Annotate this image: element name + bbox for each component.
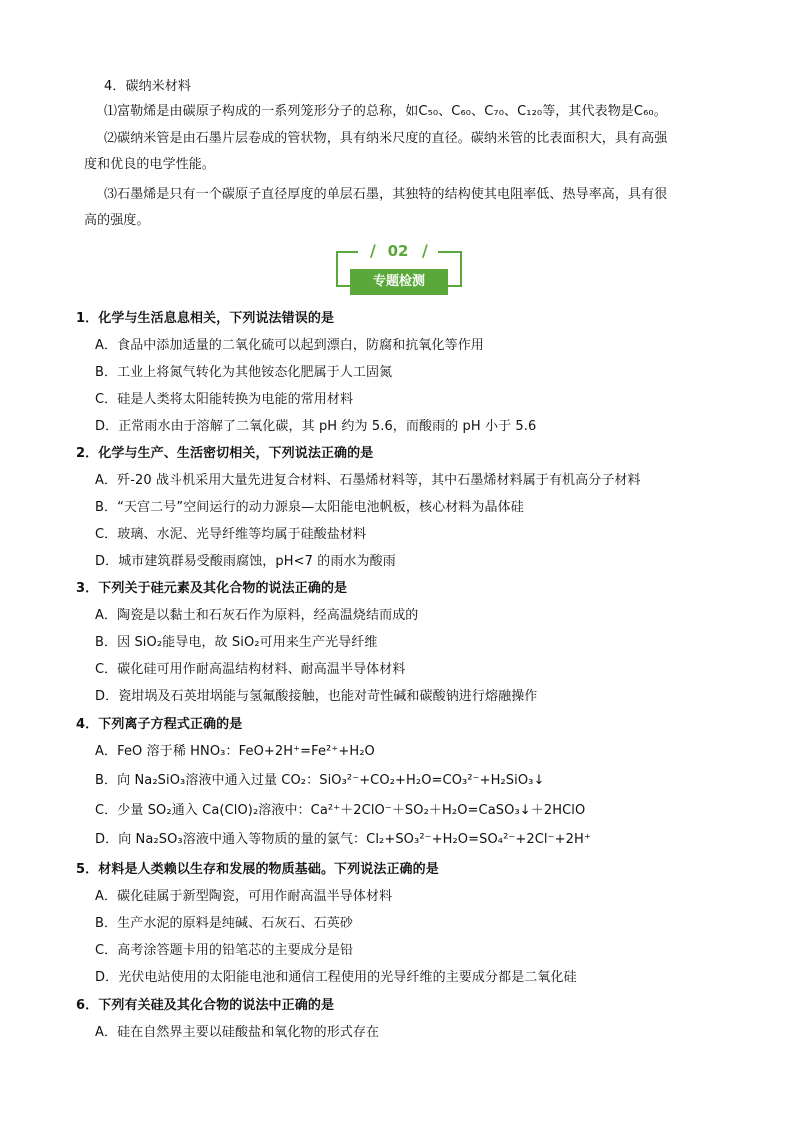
- paragraph-nanotube-line1: ⑵碳纳米管是由石墨片层卷成的管状物，具有纳米尺度的直径。碳纳米管的比表面积大，具有高强: [104, 131, 668, 146]
- banner-number: 02: [387, 242, 409, 260]
- banner-label: 专题检测: [350, 269, 448, 295]
- question-stem: 3．下列关于硅元素及其化合物的说法正确的是: [76, 581, 348, 596]
- question-stem: 1．化学与生活息息相关，下列说法错误的是: [76, 311, 335, 326]
- question-option: D．城市建筑群易受酸雨腐蚀，pH<7 的雨水为酸雨: [95, 554, 396, 569]
- paragraph-graphene-line2: 高的强度。: [84, 213, 150, 228]
- question-option: C．硅是人类将太阳能转换为电能的常用材料: [95, 392, 354, 407]
- paragraph-graphene-line1: ⑶石墨烯是只有一个碳原子直径厚度的单层石墨，其独特的结构使其电阻率低、热导率高，具有很: [104, 187, 668, 202]
- question-stem: 6．下列有关硅及其化合物的说法中正确的是: [76, 998, 335, 1013]
- question-stem: 5．材料是人类赖以生存和发展的物质基础。下列说法正确的是: [76, 862, 439, 877]
- question-option: B．向 Na₂SiO₃溶液中通入过量 CO₂：SiO₃²⁻+CO₂+H₂O=CO₃²⁻+H₂SiO₃↓: [95, 773, 545, 788]
- question-option: A．FeO 溶于稀 HNO₃：FeO+2H⁺=Fe²⁺+H₂O: [95, 744, 375, 759]
- question-option: B．工业上将氮气转化为其他铵态化肥属于人工固氮: [95, 365, 393, 380]
- question-option: D．光伏电站使用的太阳能电池和通信工程使用的光导纤维的主要成分都是二氧化硅: [95, 970, 577, 985]
- question-option: A．硅在自然界主要以硅酸盐和氧化物的形式存在: [95, 1025, 380, 1040]
- question-option: B．因 SiO₂能导电，故 SiO₂可用来生产光导纤维: [95, 635, 378, 650]
- question-option: A．歼-20 战斗机采用大量先进复合材料、石墨烯材料等，其中石墨烯材料属于有机高分子材料: [95, 473, 641, 488]
- question-option: C．碳化硅可用作耐高温结构材料、耐高温半导体材料: [95, 662, 406, 677]
- question-option: C．玻璃、水泥、光导纤维等均属于硅酸盐材料: [95, 527, 367, 542]
- paragraph-fullerene: ⑴富勒烯是由碳原子构成的一系列笼形分子的总称，如C₅₀、C₆₀、C₇₀、C₁₂₀等，其代表物是C₆₀。: [104, 104, 667, 119]
- question-option: B．“天宫二号”空间运行的动力源泉—太阳能电池帆板，核心材料为晶体硅: [95, 500, 524, 515]
- question-stem: 2．化学与生产、生活密切相关，下列说法正确的是: [76, 446, 374, 461]
- question-option: D．正常雨水由于溶解了二氧化碳，其 pH 约为 5.6，而酸雨的 pH 小于 5.6: [95, 419, 537, 434]
- section-banner: [336, 238, 462, 298]
- question-option: B．生产水泥的原料是纯碱、石灰石、石英砂: [95, 916, 353, 931]
- question-option: A．陶瓷是以黏土和石灰石作为原料，经高温烧结而成的: [95, 608, 419, 623]
- paragraph-nanotube-line2: 度和优良的电学性能。: [84, 157, 216, 172]
- section-title: 4．碳纳米材料: [104, 79, 191, 94]
- question-option: D．瓷坩埚及石英坩埚能与氢氟酸接触，也能对苛性碱和碳酸钠进行熔融操作: [95, 689, 538, 704]
- banner-slash-left-icon: /: [370, 241, 376, 260]
- question-option: A．碳化硅属于新型陶瓷，可用作耐高温半导体材料: [95, 889, 393, 904]
- question-stem: 4．下列离子方程式正确的是: [76, 717, 243, 732]
- banner-slash-right-icon: /: [422, 241, 428, 260]
- question-option: C．少量 SO₂通入 Ca(ClO)₂溶液中：Ca²⁺＋2ClO⁻＋SO₂＋H₂O=CaSO₃↓＋2HClO: [95, 803, 586, 818]
- question-option: C．高考涂答题卡用的铅笔芯的主要成分是铅: [95, 943, 354, 958]
- question-option: A．食品中添加适量的二氧化硫可以起到漂白，防腐和抗氧化等作用: [95, 338, 484, 353]
- question-option: D．向 Na₂SO₃溶液中通入等物质的量的氯气：Cl₂+SO₃²⁻+H₂O=SO₄²⁻+2Cl⁻+2H⁺: [95, 832, 591, 847]
